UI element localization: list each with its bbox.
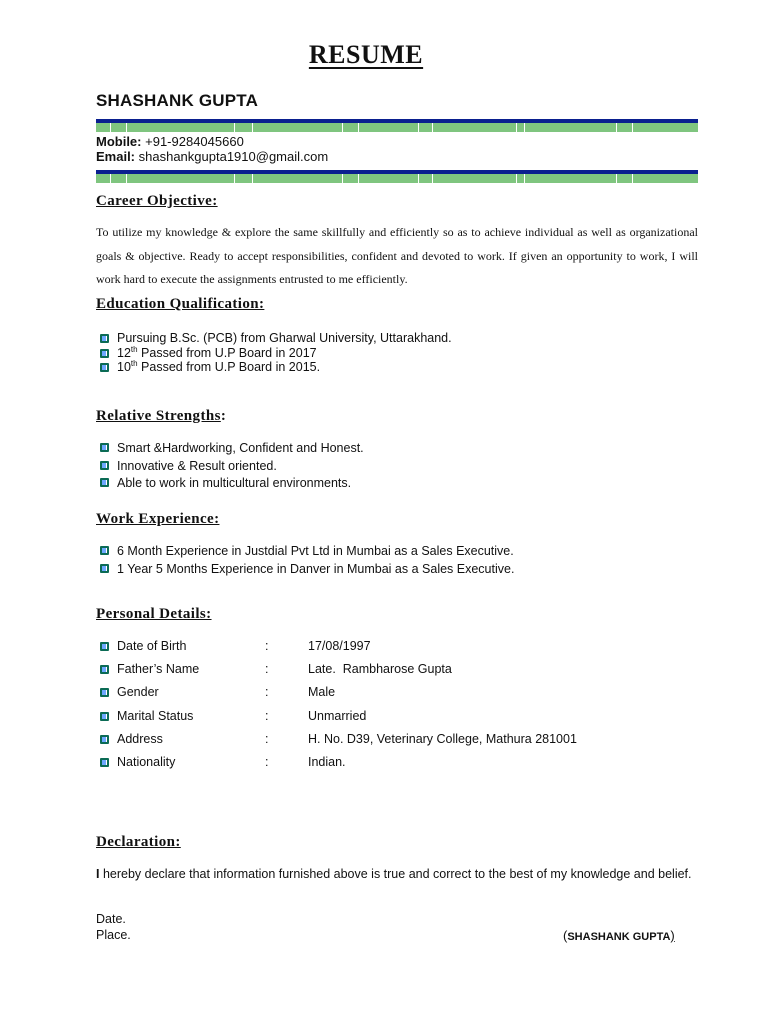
square-bullet-icon [100,334,109,343]
personal-row-nationality: Nationality : Indian. [100,754,660,777]
list-item: Pursuing B.Sc. (PCB) from Gharwal University, Uttarakhand. [100,331,452,346]
career-objective-heading: Career Objective: [96,193,218,209]
declaration-heading: Declaration: [96,834,181,850]
personal-row-father: Father’s Name : Late. Rambharose Gupta [100,661,660,684]
decorative-band-top [96,119,698,132]
email-line [96,149,328,164]
square-bullet-icon [100,564,109,573]
experience-list [100,543,514,578]
mobile-line [96,134,244,149]
list-item: 12th Passed from U.P Board in 2017 [100,346,452,361]
date-label: Date. [96,912,126,926]
declaration-text: I hereby declare that information furnished above is true and correct to the best of my knowledge and belief. [96,867,692,881]
square-bullet-icon [100,642,109,651]
strengths-heading: Relative Strengths: [96,408,227,424]
email-value: shashankgupta1910@gmail.com [138,149,329,164]
square-bullet-icon [100,546,109,555]
candidate-name: SHASHANK GUPTA [96,91,259,110]
career-objective-text: To utilize my knowledge & explore the same skillfully and efficiently so as to achieve individual as well as organizational goals & objective. Ready to accept responsibilities, confident and devoted to work. If given an opportunity to work, I will work hard to execute the assignments entrusted to me efficiently. [96,225,698,286]
personal-row-dob: Date of Birth : 17/08/1997 [100,638,660,661]
personal-details-list [100,638,660,777]
square-bullet-icon [100,478,109,487]
square-bullet-icon [100,349,109,358]
square-bullet-icon [100,443,109,452]
work-experience-heading: Work Experience: [96,511,220,527]
square-bullet-icon [100,665,109,674]
square-bullet-icon [100,712,109,721]
square-bullet-icon [100,735,109,744]
mobile-label: Mobile: [96,134,142,149]
strengths-list [100,440,364,493]
decorative-band-bottom [96,170,698,183]
signature-name: (SHASHANK GUPTA) [563,928,675,943]
personal-row-gender: Gender : Male [100,684,660,707]
mobile-value: +91-9284045660 [145,134,244,149]
education-heading: Education Qualification: [96,296,265,312]
list-item: Innovative & Result oriented. [100,458,364,476]
place-label: Place. [96,928,131,942]
resume-title: RESUME [308,40,424,69]
square-bullet-icon [100,688,109,697]
personal-row-address: Address : H. No. D39, Veterinary College, Mathura 281001 [100,731,660,754]
personal-row-marital: Marital Status : Unmarried [100,708,660,731]
list-item: 1 Year 5 Months Experience in Danver in Mumbai as a Sales Executive. [100,561,514,579]
email-label: Email: [96,149,136,164]
list-item: 10th Passed from U.P Board in 2015. [100,360,452,375]
list-item: Smart &Hardworking, Confident and Honest. [100,440,364,458]
square-bullet-icon [100,461,109,470]
square-bullet-icon [100,758,109,767]
list-item: 6 Month Experience in Justdial Pvt Ltd in Mumbai as a Sales Executive. [100,543,514,561]
list-item: Able to work in multicultural environments. [100,475,364,493]
education-list [100,331,452,375]
square-bullet-icon [100,363,109,372]
personal-details-heading: Personal Details: [96,606,212,622]
